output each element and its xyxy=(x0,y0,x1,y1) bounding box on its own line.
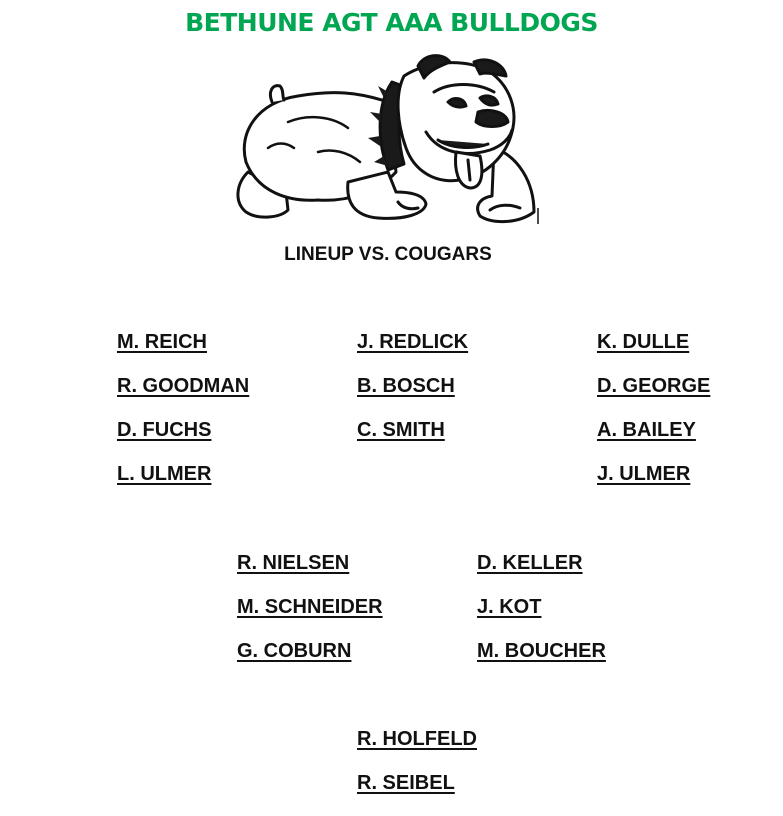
player-name: M. SCHNEIDER xyxy=(237,596,383,618)
player-name: R. NIELSEN xyxy=(237,552,350,574)
player-name: B. BOSCH xyxy=(357,375,455,397)
player-name: G. COBURN xyxy=(237,640,352,662)
player-name: C. SMITH xyxy=(357,419,445,441)
player-name: L. ULMER xyxy=(117,463,212,485)
player-name: D. FUCHS xyxy=(117,419,212,441)
player-name: M. REICH xyxy=(117,331,207,353)
player-name: M. BOUCHER xyxy=(477,640,606,662)
player-name: R. SEIBEL xyxy=(357,772,455,794)
player-name: A. BAILEY xyxy=(597,419,696,441)
team-title: BETHUNE AGT AAA BULLDOGS xyxy=(185,8,598,37)
player-name: D. KELLER xyxy=(477,552,583,574)
player-name: J. REDLICK xyxy=(357,331,469,353)
player-name: R. GOODMAN xyxy=(117,375,250,397)
player-name: K. DULLE xyxy=(597,331,690,353)
player-name: J. KOT xyxy=(477,596,542,618)
lineup-heading: LINEUP VS. COUGARS xyxy=(284,244,492,265)
bulldog-mascot-icon xyxy=(228,52,546,228)
player-name: J. ULMER xyxy=(597,463,691,485)
player-name: D. GEORGE xyxy=(597,375,711,397)
player-name: R. HOLFELD xyxy=(357,728,477,750)
